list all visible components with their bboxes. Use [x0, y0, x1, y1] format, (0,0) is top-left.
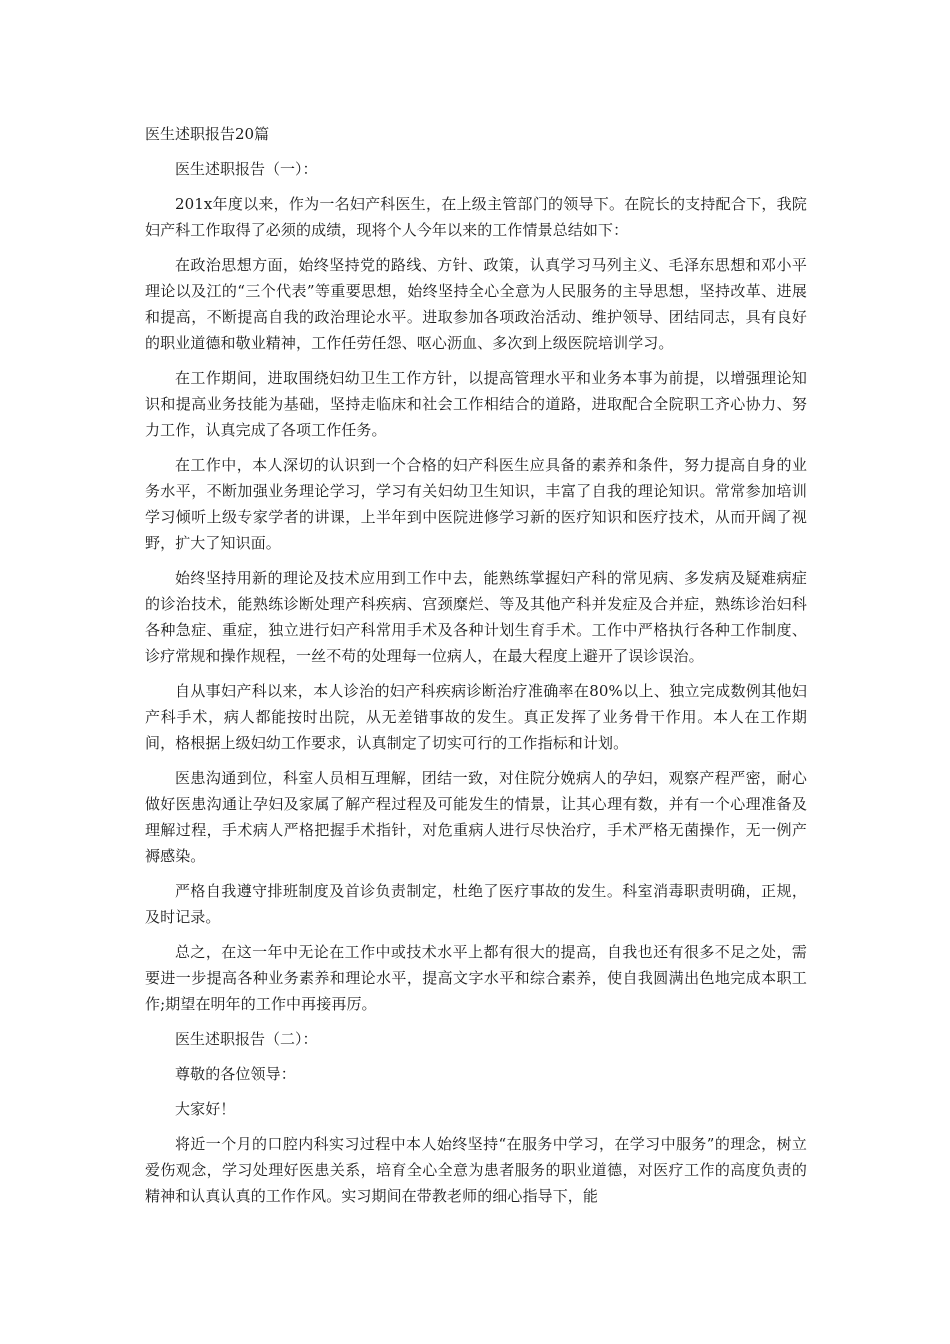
paragraph: 在政治思想方面，始终坚持党的路线、方针、政策，认真学习马列主义、毛泽东思想和邓小平理论以及江的“三个代表”等重要思想，始终坚持全心全意为人民服务的主导思想，坚持改革、进展和提高，不断提高自我的政治理论水平。进取参加各项政治活动、维护领导、团结同志，具有良好的职业道德和敬业精神，工作任劳任怨、呕心沥血、多次到上级医院培训学习。: [145, 256, 807, 352]
paragraph: 将近一个月的口腔内科实习过程中本人始终坚持“在服务中学习，在学习中服务”的理念，树立爱伤观念，学习处理好医患关系，培育全心全意为患者服务的职业道德，对医疗工作的高度负责的精神和认真认真的工作作风。实习期间在带教老师的细心指导下，能: [145, 1135, 807, 1205]
paragraph: 201x年度以来，作为一名妇产科医生，在上级主管部门的领导下。在院长的支持配合下，我院妇产科工作取得了必须的成绩，现将个人今年以来的工作情景总结如下：: [145, 195, 807, 239]
section-heading-2: 医生述职报告（二）：: [175, 1030, 318, 1048]
paragraph: 在工作中，本人深切的认识到一个合格的妇产科医生应具备的素养和条件，努力提高自身的业务水平，不断加强业务理论学习，学习有关妇幼卫生知识，丰富了自我的理论知识。常常参加培训学习倾听上级专家学者的讲课，上半年到中医院进修学习新的医疗知识和医疗技术，从而开阔了视野，扩大了知识面。: [145, 456, 807, 552]
paragraph: 总之，在这一年中无论在工作中或技术水平上都有很大的提高，自我也还有很多不足之处，需要进一步提高各种业务素养和理论水平，提高文字水平和综合素养，使自我圆满出色地完成本职工作;期望在明年的工作中再接再厉。: [145, 943, 807, 1013]
paragraph: 自从事妇产科以来，本人诊治的妇产科疾病诊断治疗准确率在80%以上、独立完成数例其他妇产科手术，病人都能按时出院，从无差错事故的发生。真正发挥了业务骨干作用。本人在工作期间，格根据上级妇幼工作要求，认真制定了切实可行的工作指标和计划。: [145, 682, 807, 752]
paragraph: 在工作期间，进取围绕妇幼卫生工作方针，以提高管理水平和业务本事为前提，以增强理论知识和提高业务技能为基础，坚持走临床和社会工作相结合的道路，进取配合全院职工齐心协力、努力工作，认真完成了各项工作任务。: [145, 369, 807, 439]
section-heading-1: 医生述职报告（一）：: [175, 160, 318, 178]
greeting: 大家好！: [175, 1100, 236, 1118]
document-page: [145, 121, 807, 1218]
document-title: 医生述职报告20篇: [145, 125, 270, 143]
paragraph: 严格自我遵守排班制度及首诊负责制定，杜绝了医疗事故的发生。科室消毒职责明确，正规，及时记录。: [145, 882, 807, 926]
paragraph: 始终坚持用新的理论及技术应用到工作中去，能熟练掌握妇产科的常见病、多发病及疑难病症的诊治技术，能熟练诊断处理产科疾病、宫颈糜烂、等及其他产科并发症及合并症，熟练诊治妇科各种急症、重症，独立进行妇产科常用手术及各种计划生育手术。工作中严格执行各种工作制度、诊疗常规和操作规程，一丝不苟的处理每一位病人，在最大程度上避开了误诊误治。: [145, 569, 807, 665]
salutation: 尊敬的各位领导：: [175, 1065, 296, 1083]
paragraph: 医患沟通到位，科室人员相互理解，团结一致，对住院分娩病人的孕妇，观察产程严密，耐心做好医患沟通让孕妇及家属了解产程过程及可能发生的情景，让其心理有数，并有一个心理准备及理解过程，手术病人严格把握手术指针，对危重病人进行尽快治疗，手术严格无菌操作，无一例产褥感染。: [145, 769, 807, 865]
